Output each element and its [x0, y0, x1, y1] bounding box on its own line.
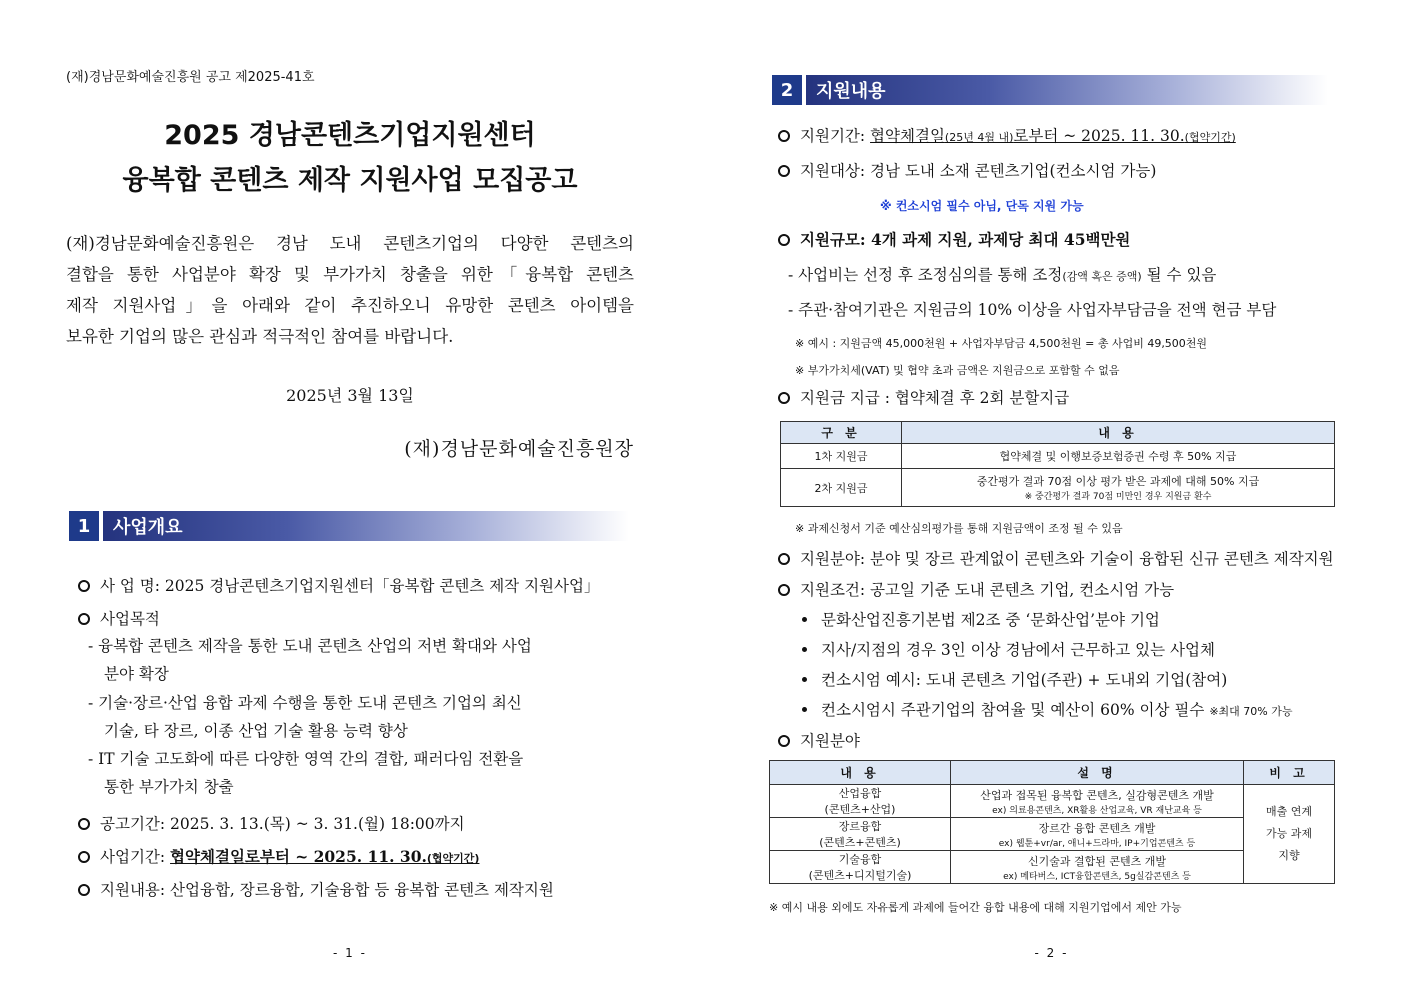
circle-bullet-icon — [78, 884, 90, 896]
notice-date: 2025년 3월 13일 — [286, 386, 414, 405]
notice-id: (재)경남문화예술진흥원 공고 제2025-41호 — [66, 70, 315, 85]
table-cell: 장르간 융합 콘텐츠 개발 ex) 웹툰+vr/ar, 애니+드라마, IP+기업콘텐츠 등 — [951, 818, 1244, 851]
dot-bullet-icon — [802, 677, 807, 682]
table-cell: 산업융합 (콘텐츠+산업) — [770, 785, 951, 818]
dot-bullet-icon — [802, 617, 807, 622]
table-header: 설 명 — [951, 761, 1244, 785]
table-header: 비 고 — [1244, 761, 1335, 785]
table-header: 구 분 — [781, 422, 902, 444]
table-header: 내 용 — [770, 761, 951, 785]
section-number: 1 — [69, 511, 99, 541]
notice-period-item: 공고기간: 2025. 3. 13.(목) ~ 3. 31.(월) 18:00까지 — [78, 812, 465, 834]
table-row — [770, 785, 1335, 818]
condition-2: 지사/지점의 경우 3인 이상 경남에서 근무하고 있는 사업체 — [802, 638, 1215, 660]
page-1 — [0, 0, 700, 992]
scale-dash-1: - 사업비는 선정 후 조정심의를 통해 조정(감액 혹은 증액) 될 수 있음 — [788, 266, 1217, 284]
section-number: 2 — [772, 75, 802, 105]
payment-item: 지원금 지급 : 협약체결 후 2회 분할지급 — [778, 386, 1069, 408]
purpose-2b: 기술, 타 장르, 이종 산업 기술 활용 능력 향상 — [104, 722, 408, 740]
table-cell: 장르융합 (콘텐츠+콘텐츠) — [770, 818, 951, 851]
circle-bullet-icon — [778, 735, 790, 747]
intro-line-4: 보유한 기업의 많은 관심과 적극적인 참여를 바랍니다. — [66, 327, 454, 346]
condition-1: 문화산업진흥기본법 제2조 중 ‘문화산업’분야 기업 — [802, 608, 1160, 630]
project-name-item: 사 업 명: 2025 경남콘텐츠기업지원센터「융복합 콘텐츠 제작 지원사업」 — [78, 574, 599, 596]
purpose-3b: 통한 부가가치 창출 — [104, 778, 234, 796]
field-item: 지원분야: 분야 및 장르 관계없이 콘텐츠와 기술이 융합된 신규 콘텐츠 제작지원 — [778, 547, 1334, 569]
dot-bullet-icon — [802, 647, 807, 652]
circle-bullet-icon — [778, 584, 790, 596]
purpose-label: 사업목적 — [78, 607, 160, 629]
intro-line-2: 결합을 통한 사업분야 확장 및 부가가치 창출을 위한「융복합 콘텐츠 — [66, 265, 634, 284]
title-line-2: 융복합 콘텐츠 제작 지원사업 모집공고 — [122, 165, 578, 196]
field-label-item: 지원분야 — [778, 729, 860, 751]
biz-period-item: 사업기간: 협약체결일로부터 ~ 2025. 11. 30.(협약기간) — [78, 845, 479, 867]
field-note: ※ 예시 내용 외에도 자유롭게 과제에 들어간 융합 내용에 대해 지원기업에서 제안 가능 — [769, 901, 1182, 914]
intro-line-1: (재)경남문화예술진흥원은 경남 도내 콘텐츠기업의 다양한 콘텐츠의 — [66, 234, 634, 253]
purpose-2a: - 기술·장르·산업 융합 과제 수행을 통한 도내 콘텐츠 기업의 최신 — [88, 694, 522, 712]
period-item: 지원기간: 협약체결일(25년 4월 내)로부터 ~ 2025. 11. 30.(협약기간) — [778, 124, 1236, 146]
support-content-item: 지원내용: 산업융합, 장르융합, 기술융합 등 융복합 콘텐츠 제작지원 — [78, 878, 554, 900]
section-title: 지원내용 — [806, 75, 1328, 105]
payment-note: ※ 과제신청서 기준 예산심의평가를 통해 지원금액이 조정 될 수 있음 — [795, 522, 1123, 535]
table-row — [781, 469, 1335, 507]
condition-3: 컨소시엄 예시: 도내 콘텐츠 기업(주관) + 도내외 기업(참여) — [802, 668, 1227, 690]
issuer: (재)경남문화예술진흥원장 — [404, 438, 634, 460]
page-number: - 2 - — [1034, 946, 1069, 960]
circle-bullet-icon — [778, 553, 790, 565]
circle-bullet-icon — [778, 130, 790, 142]
table-cell: 1차 지원금 — [781, 444, 902, 469]
table-cell: 중간평가 결과 70점 이상 평가 받은 과제에 대해 50% 지급 ※ 중간평가 결과 70점 미만인 경우 지원금 환수 — [902, 469, 1335, 507]
field-table — [769, 760, 1335, 884]
condition-4: 컨소시엄시 주관기업의 참여율 및 예산이 60% 이상 필수 ※최대 70% 가능 — [802, 698, 1292, 720]
section-title: 사업개요 — [103, 511, 629, 541]
conditions-item: 지원조건: 공고일 기준 도내 콘텐츠 기업, 컨소시엄 가능 — [778, 578, 1174, 600]
circle-bullet-icon — [778, 234, 790, 246]
circle-bullet-icon — [778, 392, 790, 404]
remark-cell: 매출 연계 가능 과제 지향 — [1244, 785, 1335, 884]
section-1-header — [69, 511, 629, 541]
page-2 — [700, 0, 1403, 992]
circle-bullet-icon — [78, 613, 90, 625]
target-item: 지원대상: 경남 도내 소재 콘텐츠기업(컨소시엄 가능) — [778, 159, 1156, 181]
circle-bullet-icon — [78, 818, 90, 830]
scale-dash-2: - 주관·참여기관은 지원금의 10% 이상을 사업자부담금을 전액 현금 부담 — [788, 301, 1277, 319]
section-2-header — [772, 75, 1328, 105]
purpose-1b: 분야 확장 — [104, 665, 169, 683]
table-header: 내 용 — [902, 422, 1335, 444]
title-line-1: 2025 경남콘텐츠기업지원센터 — [164, 120, 536, 151]
scale-note-2: ※ 부가가치세(VAT) 및 협약 초과 금액은 지원금으로 포함할 수 없음 — [795, 364, 1120, 377]
circle-bullet-icon — [78, 851, 90, 863]
table-cell: 신기술과 결합된 콘텐츠 개발 ex) 메타버스, ICT융합콘텐츠, 5g실감콘텐츠 등 — [951, 851, 1244, 884]
purpose-3a: - IT 기술 고도화에 따른 다양한 영역 간의 결합, 패러다임 전환을 — [88, 750, 524, 768]
intro-line-3: 제작 지원사업」을 아래와 같이 추진하오니 유망한 콘텐츠 아이템을 — [66, 296, 634, 315]
table-cell: 기술융합 (콘텐츠+디지털기술) — [770, 851, 951, 884]
table-row — [781, 444, 1335, 469]
scale-item: 지원규모: 4개 과제 지원, 과제당 최대 45백만원 — [778, 228, 1130, 250]
target-note: ※ 컨소시엄 필수 아님, 단독 지원 가능 — [880, 199, 1084, 213]
circle-bullet-icon — [78, 580, 90, 592]
circle-bullet-icon — [778, 165, 790, 177]
page-number: - 1 - — [333, 946, 367, 960]
dot-bullet-icon — [802, 707, 807, 712]
table-cell: 협약체결 및 이행보증보험증권 수령 후 50% 지급 — [902, 444, 1335, 469]
table-cell: 산업과 접목된 융복합 콘텐츠, 실감형콘텐츠 개발 ex) 의료용콘텐츠, XR활용 산업교육, VR 재난교육 등 — [951, 785, 1244, 818]
table-cell: 2차 지원금 — [781, 469, 902, 507]
purpose-1a: - 융복합 콘텐츠 제작을 통한 도내 콘텐츠 산업의 저변 확대와 사업 — [88, 637, 532, 655]
payment-table — [780, 421, 1335, 507]
scale-note-1: ※ 예시 : 지원금액 45,000천원 + 사업자부담금 4,500천원 = 총 사업비 49,500천원 — [795, 337, 1208, 350]
